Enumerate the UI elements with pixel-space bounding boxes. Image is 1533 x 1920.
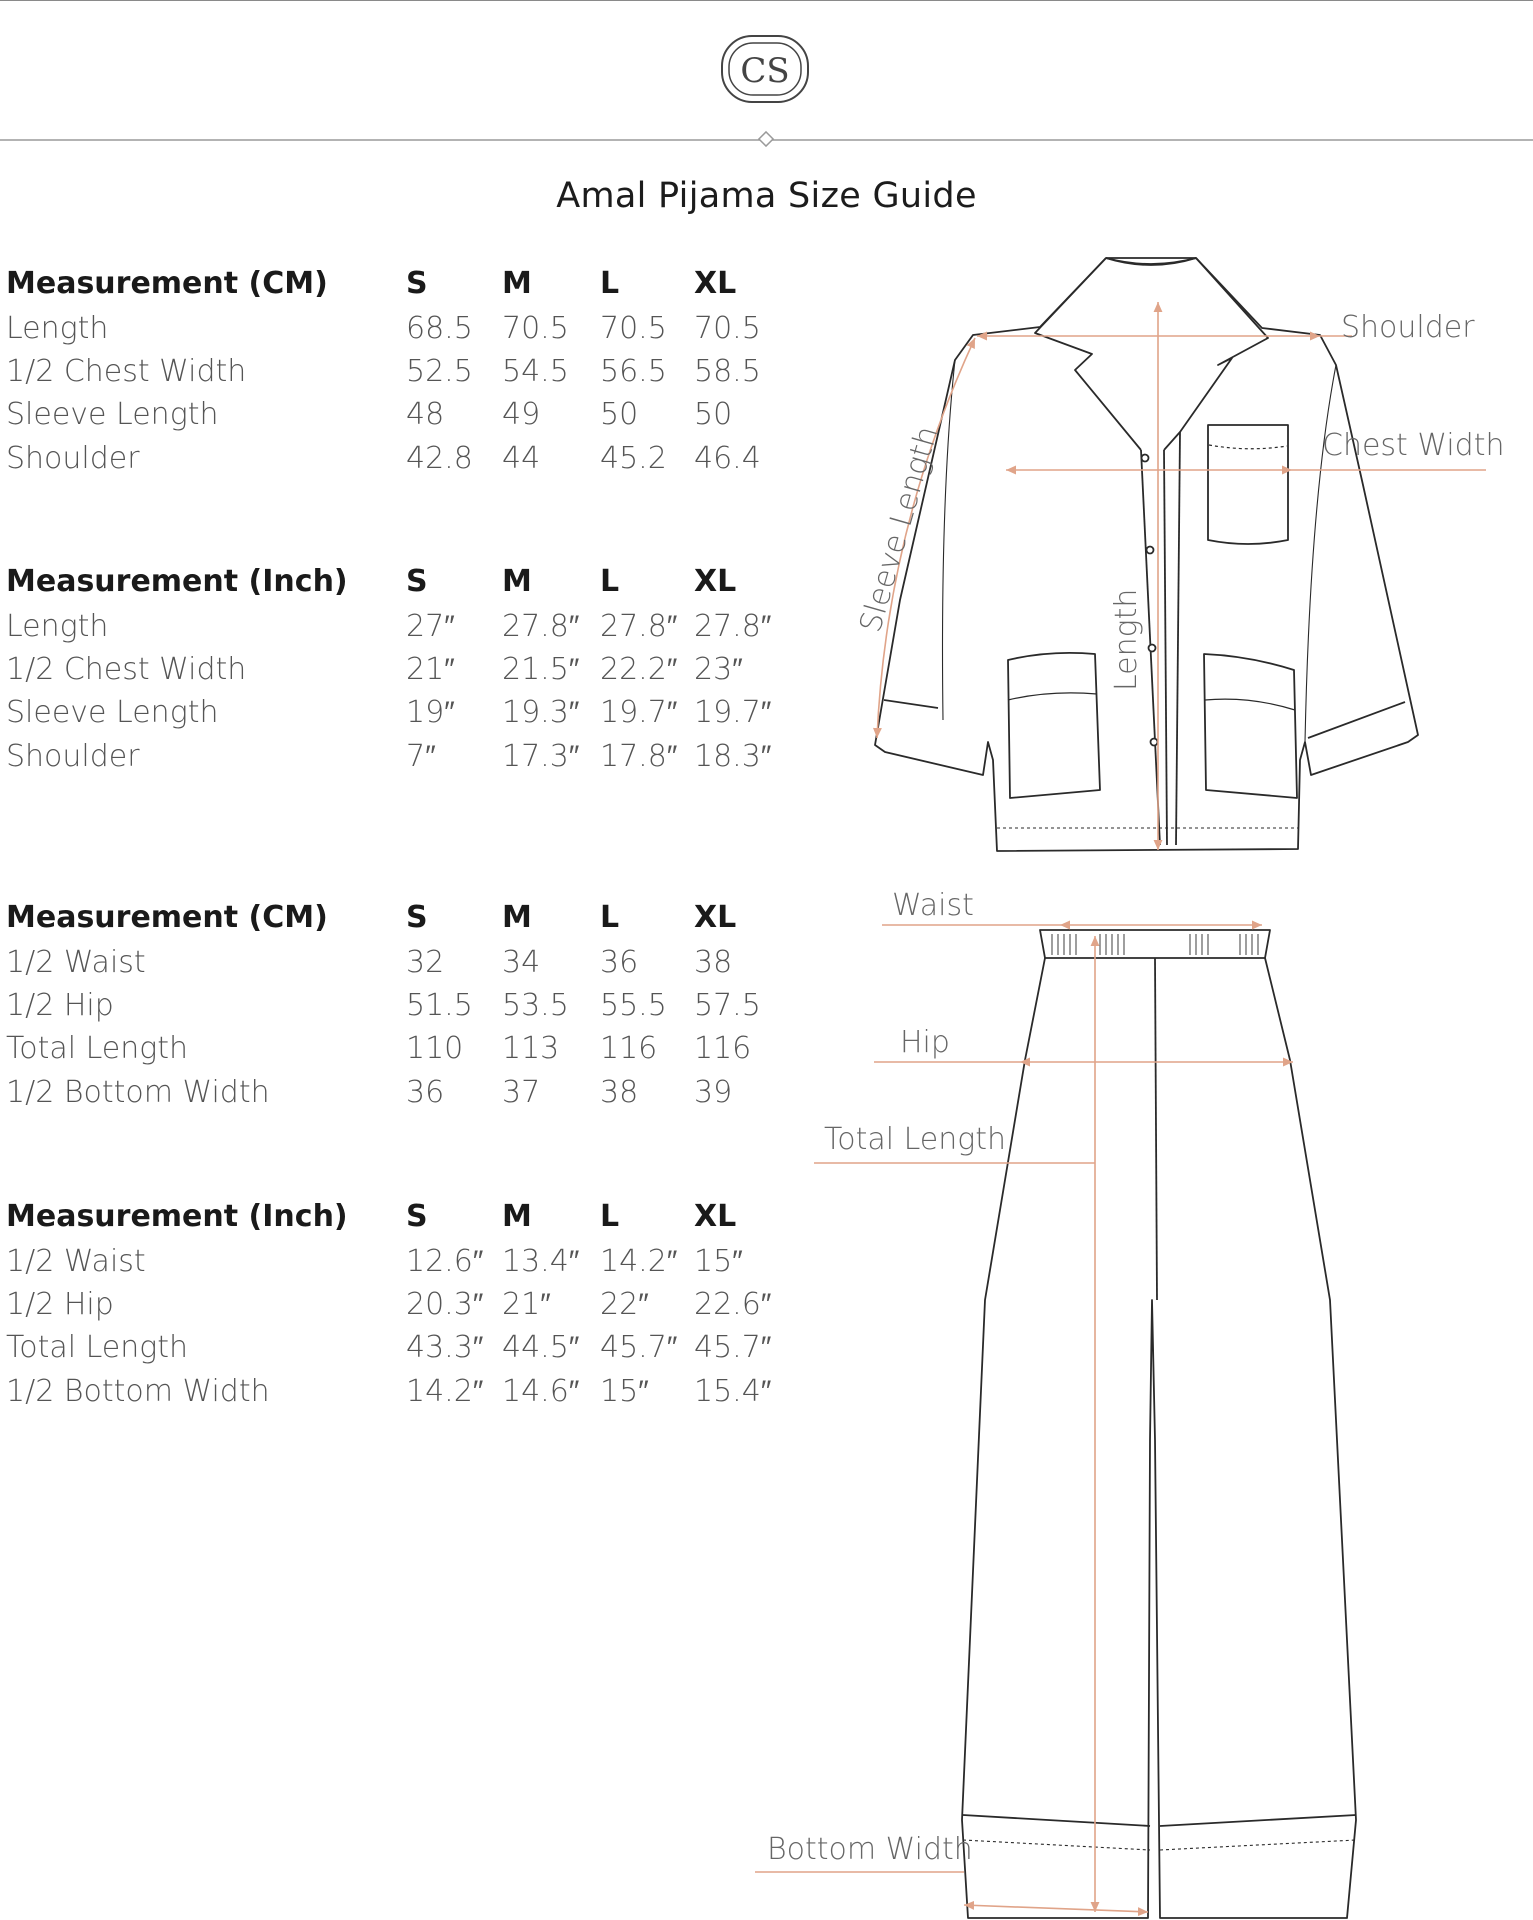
size-value-xl: 38 <box>694 945 733 980</box>
measurement-label: 1/2 Hip <box>6 1287 114 1322</box>
size-value-xl: 27.8″ <box>694 609 772 644</box>
collar-right <box>1106 258 1268 450</box>
size-value-s: 20.3″ <box>406 1287 484 1322</box>
measurement-label: Total Length <box>6 1031 189 1066</box>
size-value-l: 70.5 <box>600 311 667 346</box>
size-value-xl: 50 <box>694 397 733 432</box>
size-value-xl: 22.6″ <box>694 1287 772 1322</box>
label-shoulder: Shoulder <box>1341 310 1475 345</box>
size-value-s: 42.8 <box>406 441 473 476</box>
size-value-m: 54.5 <box>502 354 569 389</box>
size-value-xl: 58.5 <box>694 354 761 389</box>
header-cell-s: S <box>406 266 428 301</box>
size-value-s: 48 <box>406 397 445 432</box>
pants-measure-lines <box>755 925 1293 1912</box>
size-value-l: 36 <box>600 945 639 980</box>
size-value-l: 22.2″ <box>600 652 678 687</box>
size-value-xl: 116 <box>694 1031 752 1066</box>
right-hem-line <box>1160 1815 1356 1826</box>
size-value-s: 43.3″ <box>406 1330 484 1365</box>
size-value-m: 53.5 <box>502 988 569 1023</box>
header-cell-m: M <box>502 564 532 599</box>
size-value-m: 44 <box>502 441 541 476</box>
measurement-label: Shoulder <box>6 739 140 774</box>
size-value-s: 14.2″ <box>406 1374 484 1409</box>
size-value-l: 56.5 <box>600 354 667 389</box>
label-length: Length <box>1109 588 1144 691</box>
header-cell-l: L <box>600 1199 620 1234</box>
size-value-xl: 45.7″ <box>694 1330 772 1365</box>
size-value-m: 21.5″ <box>502 652 580 687</box>
size-value-s: 19″ <box>406 695 455 730</box>
size-value-m: 34 <box>502 945 541 980</box>
measurement-label: 1/2 Bottom Width <box>6 1374 270 1409</box>
size-value-m: 14.6″ <box>502 1374 580 1409</box>
front-seam <box>1155 958 1157 1300</box>
measurement-label: 1/2 Waist <box>6 1244 146 1279</box>
header-cell-label: Measurement (Inch) <box>6 564 348 599</box>
measurement-label: Length <box>6 609 109 644</box>
header-cell-label: Measurement (CM) <box>6 900 328 935</box>
placket-right <box>1164 450 1167 845</box>
header-cell-m: M <box>502 1199 532 1234</box>
logo-monogram: CS <box>740 51 790 91</box>
shirt-measure-lines <box>877 302 1486 850</box>
left-pocket <box>1008 653 1100 798</box>
size-value-m: 27.8″ <box>502 609 580 644</box>
size-value-l: 14.2″ <box>600 1244 678 1279</box>
label-sleeve-length: Sleeve Length <box>853 422 946 637</box>
header-cell-xl: XL <box>694 266 737 301</box>
size-value-xl: 39 <box>694 1075 733 1110</box>
size-value-l: 15″ <box>600 1374 649 1409</box>
size-value-m: 17.3″ <box>502 739 580 774</box>
header-cell-l: L <box>600 564 620 599</box>
size-value-xl: 15.4″ <box>694 1374 772 1409</box>
measurement-label: Length <box>6 311 109 346</box>
size-value-l: 116 <box>600 1031 658 1066</box>
size-value-l: 22″ <box>600 1287 649 1322</box>
waistband-gathers <box>1052 934 1258 955</box>
size-value-s: 36 <box>406 1075 445 1110</box>
placket-edge <box>1176 432 1180 845</box>
size-value-m: 21″ <box>502 1287 551 1322</box>
header-cell-xl: XL <box>694 1199 737 1234</box>
label-bottom-width: Bottom Width <box>767 1832 973 1867</box>
page-title: Amal Pijama Size Guide <box>556 176 977 216</box>
header-cell-m: M <box>502 266 532 301</box>
size-value-xl: 46.4 <box>694 441 761 476</box>
right-pocket <box>1204 654 1297 798</box>
size-value-l: 55.5 <box>600 988 667 1023</box>
size-value-l: 19.7″ <box>600 695 678 730</box>
measurement-label: Total Length <box>6 1330 189 1365</box>
header-cell-label: Measurement (Inch) <box>6 1199 348 1234</box>
pants-drawing <box>962 930 1356 1918</box>
measurement-label: 1/2 Chest Width <box>6 652 247 687</box>
size-value-s: 51.5 <box>406 988 473 1023</box>
size-value-s: 12.6″ <box>406 1244 484 1279</box>
size-value-m: 113 <box>502 1031 560 1066</box>
size-value-l: 27.8″ <box>600 609 678 644</box>
header-cell-xl: XL <box>694 900 737 935</box>
header-cell-s: S <box>406 1199 428 1234</box>
size-value-s: 68.5 <box>406 311 473 346</box>
size-value-xl: 57.5 <box>694 988 761 1023</box>
size-value-m: 13.4″ <box>502 1244 580 1279</box>
size-value-l: 38 <box>600 1075 639 1110</box>
header-cell-s: S <box>406 564 428 599</box>
label-total-length: Total Length <box>824 1122 1007 1157</box>
measurement-label: Sleeve Length <box>6 695 219 730</box>
label-waist: Waist <box>892 888 974 923</box>
size-value-l: 17.8″ <box>600 739 678 774</box>
header-cell-l: L <box>600 266 620 301</box>
size-value-m: 44.5″ <box>502 1330 580 1365</box>
header-cell-label: Measurement (CM) <box>6 266 328 301</box>
chest-pocket <box>1208 425 1288 544</box>
size-value-s: 21″ <box>406 652 455 687</box>
label-chest-width: Chest Width <box>1322 428 1505 463</box>
size-value-s: 32 <box>406 945 445 980</box>
collar-left <box>1035 258 1141 450</box>
right-cuff-line <box>1308 702 1405 738</box>
size-value-l: 45.7″ <box>600 1330 678 1365</box>
header-cell-l: L <box>600 900 620 935</box>
size-value-l: 50 <box>600 397 639 432</box>
size-value-xl: 15″ <box>694 1244 743 1279</box>
size-value-l: 45.2 <box>600 441 667 476</box>
size-value-xl: 23″ <box>694 652 743 687</box>
label-hip: Hip <box>900 1025 950 1060</box>
size-value-s: 110 <box>406 1031 464 1066</box>
size-value-s: 7″ <box>406 739 436 774</box>
size-value-xl: 18.3″ <box>694 739 772 774</box>
header-cell-s: S <box>406 900 428 935</box>
measurement-label: Sleeve Length <box>6 397 219 432</box>
size-value-s: 52.5 <box>406 354 473 389</box>
header-cell-m: M <box>502 900 532 935</box>
left-cuff-line <box>884 700 938 708</box>
left-hem-line <box>963 1815 1150 1826</box>
size-value-m: 19.3″ <box>502 695 580 730</box>
pants-outline <box>962 930 1356 1918</box>
size-value-m: 37 <box>502 1075 541 1110</box>
measurement-label: Shoulder <box>6 441 140 476</box>
header-cell-xl: XL <box>694 564 737 599</box>
size-value-s: 27″ <box>406 609 455 644</box>
measurement-label: 1/2 Bottom Width <box>6 1075 270 1110</box>
size-value-m: 70.5 <box>502 311 569 346</box>
shirt-drawing <box>875 258 1418 851</box>
measurement-label: 1/2 Hip <box>6 988 114 1023</box>
size-value-xl: 70.5 <box>694 311 761 346</box>
measurement-label: 1/2 Waist <box>6 945 146 980</box>
size-value-xl: 19.7″ <box>694 695 772 730</box>
size-value-m: 49 <box>502 397 541 432</box>
measurement-label: 1/2 Chest Width <box>6 354 247 389</box>
